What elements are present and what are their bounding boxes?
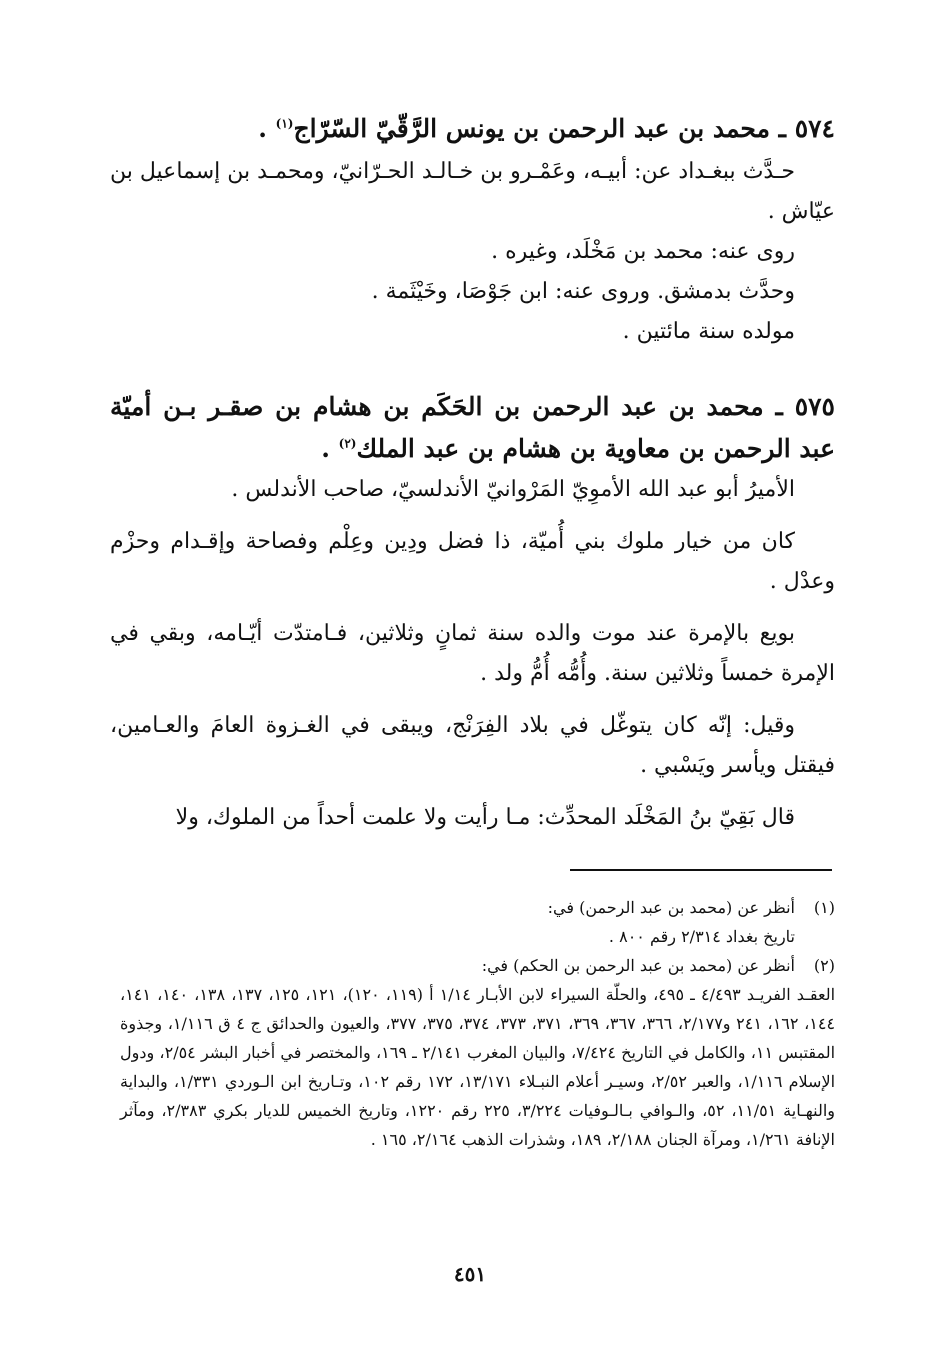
entry-575 (110, 386, 835, 838)
entry-575-title: ٥٧٥ ـ محمد بن عبد الرحمن بن الحَكَم بن هشام بن صقـر بـن أميّة عبد الرحمن بن معاوية بن هشام بن عبد الملك$^{(٢)}$ . (110, 392, 835, 463)
entry-575-quote: قال بَقِيّ بنُ المَخْلَد المحدِّث: مـا رأيت ولا علمت أحداً من الملوك، ولا (175, 805, 795, 830)
entry-574-title: ٥٧٤ ـ محمد بن عبد الرحمن بن يونس الرَّقّيّ السّرّاج$^{(١)}$ . (258, 114, 835, 143)
entry-574-narrators: روى عنه: محمد بن مَخْلَد، وغيره . (491, 239, 795, 264)
footnote-2-sources: العقـد الفريـد ٤/٤٩٣ ـ ٤٩٥، والحلّة السيراء لابن الأبـار ١/١٤ أ (١١٩، ١٢٠)، ١٢١، ١٢٥، ١٣٧، ١٣٨، ١٤٠، ١٤١، ١٤٤، ١٦٢، ٢٤١ و٢/١٧٧، ٣٦٦، ٣٦٧، ٣٦٩، ٣٧١، ٣٧٣، ٣٧٤، ٣٧٥، ٣٧٧، والعيون والحدائق ج ٤ ق ١/١١٦، وجذوة المقتبس ١١، والكامل في التاريخ ٧/٤٢٤، والبيان المغرب ٢/١٤١ ـ ١٦٩، والمختصر في أخبار البشر ٢/٥٤، ودول الإسلام ١/١١٦، والعبر ٢/٥٢، وسيـر أعلام النبـلاء ١٣/١٧١، ١٧٢ رقم ١٠٢، وتـاريخ ابن الـوردي ١/٣٣١، والبداية والنهـاية ١١/٥١، ٥٢، والـوافي بـالـوفيات ٣/٢٢٤، ٢٢٥ رقم ١٢٢٠، وتاريخ الخميس للديار بكري ٢/٣٨٣، ومآثر الإنافة ١/٢٦١، ومرآة الجنان ٢/١٨٨، ١٨٩، وشذرات الذهب ٢/١٦٤، ١٦٥ . (120, 985, 836, 1149)
footnote-separator (570, 869, 832, 871)
entry-575-campaigns: وقيل: إنّه كان يتوغّل في بلاد الفِرَنْج، ويبقى في الغـزوة العامَ والعـامين، فيقتل ويأسر ويَسْبي . (110, 713, 835, 778)
footnote-1-number: (١) (813, 898, 835, 917)
entry-575-reign: بويع بالإمرة عند موت والده سنة ثمانٍ وثلاثين، فـامتدّت أيّـامه، وبقي في الإمرة خمساً وثلاثين سنة. وأُمُّه أُمُّ ولد . (110, 621, 835, 686)
entry-574-teachers: حـدَّث ببغـداد عن: أبيـه، وعَمْـرو بن خـالـد الحـرّانيّ، ومحمـد بن إسماعيل بن عيّاش . (110, 159, 835, 224)
entry-574-birth: مولده سنة مائتين . (622, 319, 795, 344)
footnote-2-number: (٢) (813, 956, 835, 975)
footnote-ref-1[interactable]: (١) (275, 116, 294, 131)
footnote-2 (120, 951, 835, 1154)
page-number: ٤٥١ (453, 1262, 487, 1286)
entry-575-kunya: الأميرُ أبو عبد الله الأموِيّ المَرْوانيّ الأندلسيّ، صاحب الأندلس . (231, 477, 795, 502)
entry-575-virtues: كان من خيار ملوك بني أُميّة، ذا فضل ودِين وعِلْم وفصاحة وإقـدام وحزْم وعدْل . (110, 529, 835, 594)
footnote-1 (120, 893, 835, 951)
footnote-1-source: تاريخ بغداد ٢/٣١٤ رقم ٨٠٠ . (608, 927, 795, 946)
footnote-ref-2[interactable]: (٢) (338, 436, 357, 451)
entry-574 (110, 108, 835, 352)
footnote-2-intro: أنظر عن (محمد بن عبد الرحمن بن الحكم) في: (481, 956, 795, 975)
footnote-1-intro: أنظر عن (محمد بن عبد الرحمن) في: (547, 898, 795, 917)
entry-574-damascus: وحدَّث بدمشق. وروى عنه: ابن جَوْصَا، وخَيْثَمة . (371, 279, 795, 304)
